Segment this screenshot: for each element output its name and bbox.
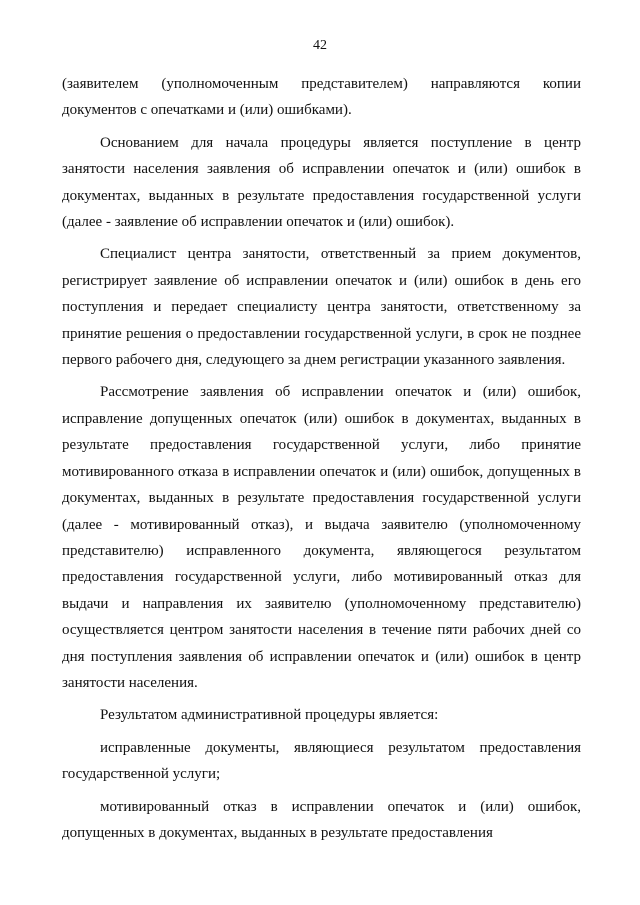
- document-body: [62, 71, 581, 846]
- paragraph-specialist: Специалист центра занятости, ответственный за прием документов, регистрирует заявление об исправлении опечаток и (или) ошибок в день его поступления и передает специалисту центра занятости, ответственному за принятие решения о предоставлении государственной услуги, в срок не позднее первого рабочего дня, следующего за днем регистрации указанного заявления.: [62, 246, 581, 369]
- paragraph-result-refusal: мотивированный отказ в исправлении опечаток и (или) ошибок, допущенных в документах, выданных в результате предоставления: [62, 798, 581, 841]
- paragraph-continuation: (заявителем (уполномоченным представителем) направляются копии документов с опечатками и (или) ошибками).: [62, 76, 581, 119]
- paragraph-grounds: Основанием для начала процедуры является поступление в центр занятости населения заявления об исправлении опечаток и (или) ошибок в документах, выданных в результате предоставления государственной услуги (далее - заявление об исправлении опечаток и (или) ошибок).: [62, 134, 581, 231]
- paragraph-result-intro: Результатом административной процедуры является:: [100, 707, 439, 724]
- page-number: 42: [313, 38, 327, 53]
- paragraph-result-corrected: исправленные документы, являющиеся результатом предоставления государственной услуги;: [62, 739, 581, 783]
- paragraph-review: Рассмотрение заявления об исправлении опечаток и (или) ошибок, исправление допущенных опечаток (или) ошибок в документах, выданных в результате предоставления государственной услуги, либо принятие мотивированного отказа в исправлении опечаток и (или) ошибок, допущенных в документах, выданных в результате предоставления государственной услуги (далее - мотивированный отказ), и выдача заявителю (уполномоченному представителю) исправленного документа, являющегося результатом предоставления государственной услуги, либо мотивированный отказ для выдачи и направления их заявителю (уполномоченному представителю) осуществляется центром занятости населения в течение пяти рабочих дней со дня поступления заявления об исправлении опечаток и (или) ошибок в центр занятости населения.: [62, 384, 581, 691]
